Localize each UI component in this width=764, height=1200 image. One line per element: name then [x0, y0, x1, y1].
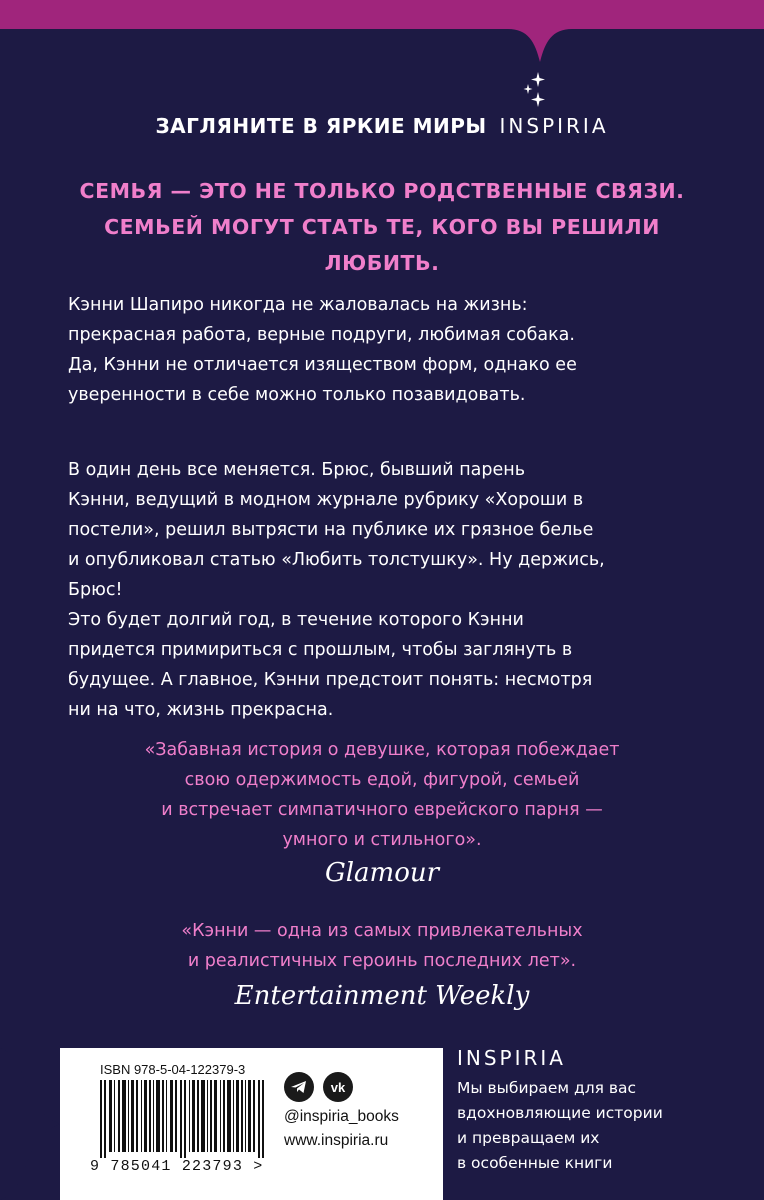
text-line: и опубликовал статью «Любить толстушку». Ну держись, [68, 550, 605, 570]
publisher-line: Мы выбираем для вас [457, 1079, 637, 1097]
description-paragraph-1 [68, 290, 708, 410]
review-source-1: Glamour [324, 858, 440, 888]
series-brand: INSPIRIA [499, 114, 609, 138]
barcode-image [100, 1080, 270, 1158]
series-header [0, 114, 764, 138]
publisher-brand: INSPIRIA [457, 1046, 566, 1070]
sparkles-icon [520, 70, 550, 110]
barcode-left-notch [0, 1048, 64, 1200]
text-line: Кэнни Шапиро никогда не жаловалась на жизнь: [68, 295, 528, 315]
barcode-panel [60, 1048, 443, 1200]
quote-line: «Забавная история о девушке, которая побеждает [144, 740, 620, 760]
telegram-icon[interactable] [284, 1072, 314, 1102]
svg-text:vk: vk [330, 1080, 346, 1095]
text-line: будущее. А главное, Кэнни предстоит понять: несмотря [68, 670, 593, 690]
tagline [40, 173, 724, 281]
description-paragraph-3 [68, 605, 708, 725]
review-source-2: Entertainment Weekly [234, 981, 530, 1011]
publisher-line: в особенные книги [457, 1154, 613, 1172]
text-line: Да, Кэнни не отличается изяществом форм, однако ее [68, 355, 577, 375]
barcode-digits: 9 785041 223793 > [90, 1158, 264, 1175]
text-line: Это будет долгий год, в течение которого Кэнни [68, 610, 524, 630]
text-line: ни на что, жизнь прекрасна. [68, 700, 334, 720]
top-notch-decoration [0, 0, 764, 64]
quote-line: и реалистичных героинь последних лет». [187, 951, 577, 971]
text-line: придется примириться с прошлым, чтобы заглянуть в [68, 640, 573, 660]
quote-line: «Кэнни — одна из самых привлекательных [181, 921, 583, 941]
review-quote-2 [40, 916, 724, 976]
vk-icon[interactable] [323, 1072, 353, 1102]
series-lead: ЗАГЛЯНИТЕ В ЯРКИЕ МИРЫ [155, 114, 487, 138]
website-link[interactable]: www.inspiria.ru [284, 1132, 389, 1149]
quote-line: и встречает симпатичного еврейского парня — [161, 800, 603, 820]
tagline-line: СЕМЬЯ — ЭТО НЕ ТОЛЬКО РОДСТВЕННЫЕ СВЯЗИ. [79, 179, 685, 203]
description-paragraph-2 [68, 455, 708, 605]
quote-line: свою одержимость едой, фигурой, семьей [184, 770, 580, 790]
review-quote-1 [40, 735, 724, 855]
publisher-description [457, 1076, 747, 1176]
text-line: прекрасная работа, верные подруги, любимая собака. [68, 325, 575, 345]
text-line: постели», решил вытрясти на публике их грязное белье [68, 520, 594, 540]
publisher-line: и превращаем их [457, 1129, 600, 1147]
text-line: Брюс! [68, 580, 123, 600]
social-handle[interactable]: @inspiria_books [284, 1108, 399, 1125]
text-line: Кэнни, ведущий в модном журнале рубрику «Хороши в [68, 490, 584, 510]
publisher-line: вдохновляющие истории [457, 1104, 663, 1122]
tagline-line: СЕМЬЕЙ МОГУТ СТАТЬ ТЕ, КОГО ВЫ РЕШИЛИ [104, 215, 660, 239]
quote-line: умного и стильного». [282, 830, 482, 850]
isbn-label: ISBN 978-5-04-122379-3 [100, 1062, 246, 1077]
text-line: В один день все меняется. Брюс, бывший парень [68, 460, 526, 480]
tagline-line: ЛЮБИТЬ. [324, 251, 440, 275]
social-icons [284, 1072, 357, 1102]
text-line: уверенности в себе можно только позавидовать. [68, 385, 526, 405]
